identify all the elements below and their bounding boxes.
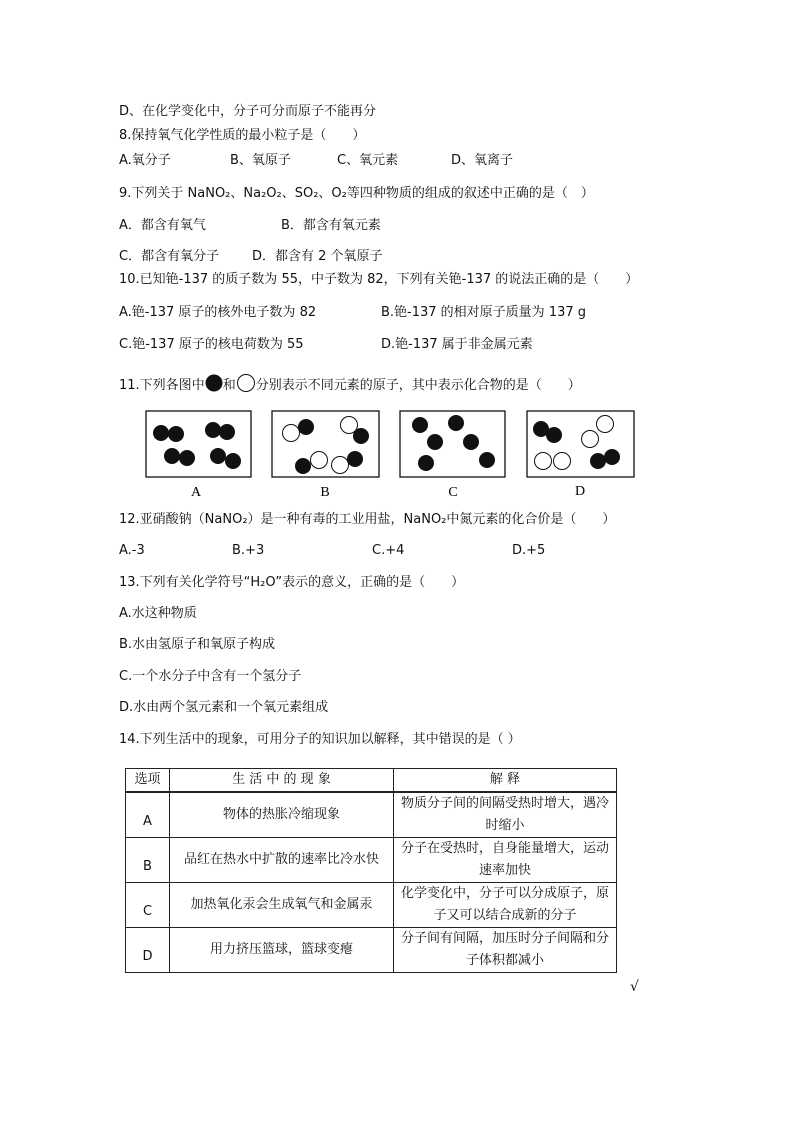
q8-option-c: C、氧元素: [337, 153, 399, 168]
q10-stem: 10.已知铯-137 的质子数为 55，中子数为 82，下列有关铯-137 的说法正确的是（ ）: [119, 272, 639, 287]
row-explanation: 物质分子间的间隔受热时增大，遇冷时缩小: [394, 793, 617, 838]
box-a: [146, 411, 251, 477]
row-option: C: [126, 883, 170, 928]
row-phenomenon: 物体的热胀冷缩现象: [170, 793, 394, 838]
q9-option-a: A．都含有氧气: [119, 218, 206, 233]
q13-option-d: D.水由两个氢元素和一个氧元素组成: [119, 700, 329, 715]
box-b: [272, 411, 379, 477]
row-explanation: 分子在受热时，自身能量增大，运动速率加快: [394, 838, 617, 883]
box-d-label: D: [574, 484, 586, 499]
q12-option-a: A.-3: [119, 543, 145, 558]
q11-stem-suffix: 分别表示不同元素的原子，其中表示化合物的是（ ）: [255, 378, 581, 393]
q8-option-a: A.氧分子: [119, 153, 171, 168]
q8-stem: 8.保持氧气化学性质的最小粒子是（ ）: [119, 128, 366, 143]
q9-options-cd: [119, 248, 383, 266]
box-a-label: A: [190, 485, 202, 500]
q10-option-a: A.铯-137 原子的核外电子数为 82: [119, 305, 317, 320]
q12-options: [119, 542, 545, 560]
white-atom-icon: [236, 374, 256, 392]
q12-stem: 12.亚硝酸钠（NaNO₂）是一种有毒的工业用盐，NaNO₂中氮元素的化合价是（ ）: [119, 512, 616, 527]
box-c: [400, 411, 505, 477]
q14-stem: 14.下列生活中的现象，可用分子的知识加以解释，其中错误的是（ ）: [119, 732, 521, 747]
box-d: [527, 411, 634, 477]
table-header-row: [126, 769, 617, 792]
q9-option-d: D．都含有 2 个氧原子: [252, 249, 383, 264]
q14-table: [125, 768, 617, 973]
q10-options-cd: [119, 336, 533, 354]
row-option: A: [126, 793, 170, 838]
table-row: [126, 928, 617, 973]
row-phenomenon: 加热氧化汞会生成氧气和金属汞: [170, 883, 394, 928]
header-phenomenon: 生 活 中 的 现 象: [170, 769, 394, 792]
check-mark: √: [630, 979, 639, 995]
q12-option-d: D.+5: [512, 543, 546, 558]
q12-option-b: B.+3: [232, 543, 265, 558]
q10-option-c: C.铯-137 原子的核电荷数为 55: [119, 337, 304, 352]
q7-option-d: D、在化学变化中，分子可分而原子不能再分: [119, 104, 377, 119]
q9-option-c: C．都含有氧分子: [119, 249, 220, 264]
q10-option-b: B.铯-137 的相对原子质量为 137 g: [381, 305, 587, 320]
row-explanation: 分子间有间隔，加压时分子间隔和分子体积都减小: [394, 928, 617, 973]
q11-stem-prefix: 11.下列各图中: [119, 378, 205, 393]
q13-option-a: A.水这种物质: [119, 606, 197, 621]
table-row: [126, 838, 617, 883]
black-atom-icon: [205, 374, 223, 392]
box-b-label: B: [320, 485, 330, 500]
row-explanation: 化学变化中，分子可以分成原子，原子又可以结合成新的分子: [394, 883, 617, 928]
q10-option-d: D.铯-137 属于非金属元素: [381, 337, 533, 352]
header-option: 选项: [126, 769, 170, 792]
q8-option-b: B、氧原子: [230, 153, 291, 168]
q11-stem: [119, 374, 581, 395]
row-phenomenon: 品红在热水中扩散的速率比冷水快: [170, 838, 394, 883]
row-option: D: [126, 928, 170, 973]
q12-option-c: C.+4: [372, 543, 405, 558]
q9-options-ab: [119, 217, 381, 235]
header-explanation: 解 释: [394, 769, 617, 792]
q8-option-d: D、氧离子: [451, 153, 514, 168]
q8-options: [119, 152, 513, 170]
q11-stem-and: 和: [222, 378, 236, 393]
table-row: [126, 883, 617, 928]
box-c-label: C: [448, 485, 458, 500]
q10-options-ab: [119, 304, 586, 322]
molecule-diagram-figure: [143, 408, 643, 500]
q9-stem: 9.下列关于 NaNO₂、Na₂O₂、SO₂、O₂等四种物质的组成的叙述中正确的是（ ）: [119, 186, 594, 201]
q13-option-c: C.一个水分子中含有一个氢分子: [119, 669, 302, 684]
row-option: B: [126, 838, 170, 883]
q9-option-b: B．都含有氧元素: [281, 218, 381, 233]
q13-stem: 13.下列有关化学符号“H₂O”表示的意义，正确的是（ ）: [119, 575, 465, 590]
row-phenomenon: 用力挤压篮球，篮球变瘪: [170, 928, 394, 973]
q13-option-b: B.水由氢原子和氧原子构成: [119, 637, 276, 652]
table-row: [126, 793, 617, 838]
